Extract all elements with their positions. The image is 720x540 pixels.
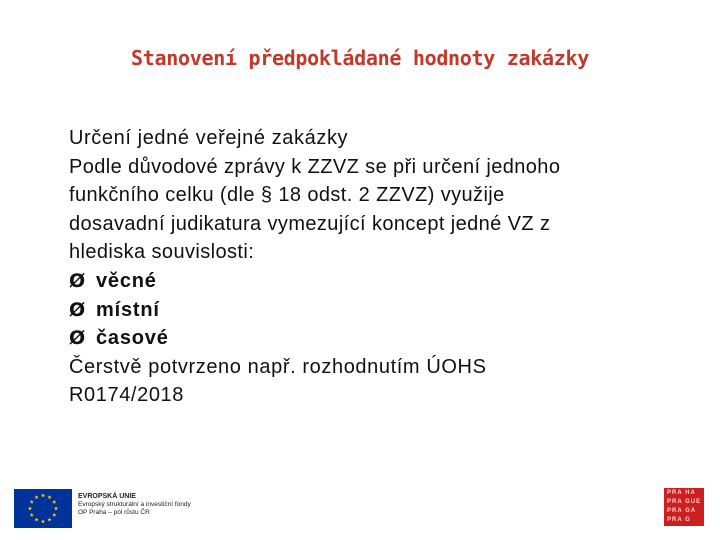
eu-star-icon (47, 518, 51, 522)
eu-star-icon (34, 495, 38, 499)
bullet-item (69, 267, 669, 296)
praha-logo-line: PRA HA (667, 490, 696, 496)
praha-logo-line: PRA GUE (667, 499, 702, 505)
eu-star-icon (52, 500, 56, 504)
bullet-item (69, 324, 669, 353)
eu-fund-line: Evropský strukturální a investiční fondy (78, 501, 191, 508)
paragraph-line: hlediska souvislosti: (69, 241, 255, 264)
slide-title: Stanovení předpokládané hodnoty zakázky (131, 46, 589, 70)
praha-logo (664, 488, 704, 526)
eu-star-icon (54, 506, 58, 510)
footnote-line: R0174/2018 (69, 384, 184, 407)
content-heading: Určení jedné veřejné zakázky (69, 127, 349, 149)
arrow-bullet-icon: Ø (69, 298, 86, 321)
eu-star-icon (30, 500, 34, 504)
slide-content (69, 124, 669, 410)
eu-star-icon (52, 513, 56, 517)
praha-logo-line: PRA G (667, 517, 691, 523)
eu-text-block (78, 493, 218, 517)
paragraph-line: Podle důvodové zprávy k ZZVZ se při určení jednoho (69, 155, 561, 178)
praha-logo-line: PRA GA (667, 508, 697, 514)
footnote-line: Čerstvě potvrzeno např. rozhodnutím ÚOHS (69, 355, 487, 378)
eu-star-icon (34, 518, 38, 522)
eu-flag-logo (14, 489, 72, 528)
eu-stars-icon (14, 489, 72, 528)
eu-star-icon (41, 493, 45, 497)
arrow-bullet-icon: Ø (69, 269, 86, 292)
arrow-bullet-icon: Ø (69, 327, 86, 350)
bullet-text: časové (96, 327, 169, 350)
bullet-text: věcné (96, 269, 157, 292)
eu-star-icon (41, 519, 45, 523)
eu-label: EVROPSKÁ UNIE (78, 493, 136, 500)
bullet-item (69, 296, 669, 325)
paragraph-line: funkčního celku (dle § 18 odst. 2 ZZVZ) využije (69, 184, 505, 207)
paragraph-line: dosavadní judikatura vymezující koncept jedné VZ z (69, 212, 551, 235)
bullet-text: místní (96, 298, 160, 321)
eu-star-icon (47, 495, 51, 499)
eu-star-icon (28, 506, 32, 510)
eu-program-line: OP Praha – pól růstu ČR (78, 509, 150, 516)
eu-star-icon (30, 513, 34, 517)
